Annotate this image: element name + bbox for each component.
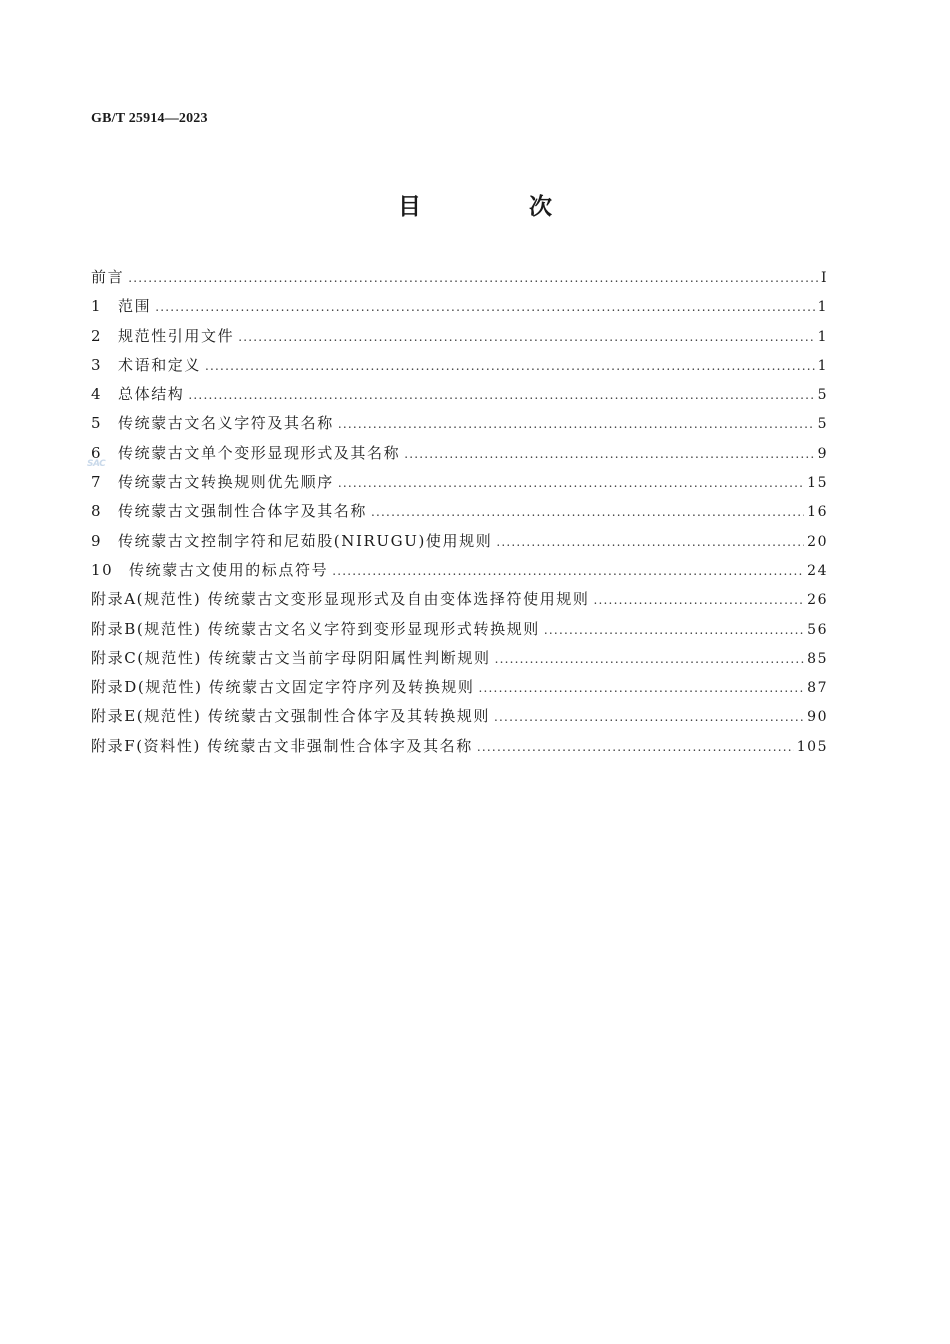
toc-entry-4[interactable]	[91, 383, 828, 412]
toc-entry-annex-b[interactable]	[91, 618, 828, 647]
toc-entry-annex-f[interactable]	[91, 735, 828, 764]
toc-entry-label: 术语和定义	[118, 355, 202, 374]
toc-page-number: 1	[817, 299, 828, 316]
toc-entry-label: 前言	[91, 268, 125, 286]
toc-leader-dots	[188, 388, 814, 402]
toc-page-number: 56	[807, 621, 828, 638]
toc-page-number: 9	[817, 445, 828, 462]
toc-entry-label: 范围	[118, 297, 152, 316]
toc-entry-8[interactable]	[91, 500, 828, 529]
toc-entry-label: 传统蒙古文名义字符及其名称	[118, 414, 334, 433]
toc-entry-annex-e[interactable]	[91, 705, 828, 734]
toc-entry-label: 传统蒙古文强制性合体字及其名称	[118, 502, 368, 521]
toc-leader-dots	[404, 447, 814, 461]
toc-entry-label: 总体结构	[118, 385, 185, 404]
toc-entry-number: 7	[91, 473, 103, 492]
toc-entry-number: 9	[91, 531, 103, 550]
toc-entry-3[interactable]	[91, 354, 828, 383]
page-title: 目 次	[397, 194, 602, 220]
toc-entry-number: 10	[91, 560, 114, 579]
toc-entry-label: 附录A(规范性) 传统蒙古文变形显现形式及自由变体选择符使用规则	[91, 590, 590, 609]
toc-entry-7[interactable]	[91, 471, 828, 500]
toc-entry-number: 8	[91, 502, 103, 521]
toc-entry-label: 传统蒙古文使用的标点符号	[129, 560, 329, 579]
toc-leader-dots	[594, 593, 805, 607]
toc-page-number: 90	[807, 709, 828, 726]
toc-entry-foreword[interactable]	[91, 266, 828, 295]
toc-page-number: 105	[796, 738, 828, 755]
toc-leader-dots	[205, 359, 815, 373]
toc-leader-dots	[479, 681, 805, 695]
toc-entry-annex-c[interactable]	[91, 647, 828, 676]
toc-page-number: 1	[817, 357, 828, 374]
toc-leader-dots	[128, 271, 818, 285]
toc-page-number: 24	[807, 562, 828, 579]
toc-leader-dots	[544, 623, 804, 637]
toc-entry-number: 4	[91, 385, 103, 404]
toc-entry-label: 附录D(规范性) 传统蒙古文固定字符序列及转换规则	[91, 678, 475, 697]
toc-leader-dots	[238, 330, 814, 344]
toc-entry-label: 附录C(规范性) 传统蒙古文当前字母阴阳属性判断规则	[91, 648, 491, 667]
toc-leader-dots	[371, 505, 804, 519]
toc-entry-number: 1	[91, 297, 103, 316]
toc-leader-dots	[338, 476, 804, 490]
toc-page-number: 87	[807, 680, 828, 697]
toc-leader-dots	[496, 535, 804, 549]
toc-entry-5[interactable]	[91, 412, 828, 441]
toc-entry-1[interactable]	[91, 295, 828, 324]
toc-entry-9[interactable]	[91, 530, 828, 559]
toc-leader-dots	[155, 300, 814, 314]
toc-entry-6[interactable]	[91, 442, 828, 471]
toc-entry-number: 5	[91, 414, 103, 433]
toc-entry-10[interactable]	[91, 559, 828, 588]
toc-page-number: 15	[807, 475, 828, 492]
toc-page-number: 16	[807, 504, 828, 521]
toc-page-number: 26	[807, 592, 828, 609]
toc-page-number: 85	[807, 650, 828, 667]
toc-entry-label: 附录F(资料性) 传统蒙古文非强制性合体字及其名称	[91, 736, 473, 755]
toc-entry-label: 传统蒙古文转换规则优先顺序	[118, 473, 334, 492]
toc-leader-dots	[477, 740, 794, 754]
toc-entry-label: 传统蒙古文控制字符和尼茹股(NIRUGU)使用规则	[118, 531, 493, 550]
toc-leader-dots	[494, 710, 804, 724]
toc-entry-label: 规范性引用文件	[118, 326, 235, 345]
toc-leader-dots	[495, 652, 805, 666]
toc-page-number: 5	[817, 416, 828, 433]
document-code: GB/T 25914—2023	[91, 111, 208, 126]
toc-page-number: I	[820, 270, 828, 286]
toc-page-number: 20	[807, 533, 828, 550]
toc-leader-dots	[332, 564, 804, 578]
toc-page-number: 1	[817, 328, 828, 345]
sac-watermark: SAC	[87, 459, 106, 469]
toc-entry-number: 3	[91, 355, 103, 374]
toc-entry-label: 传统蒙古文单个变形显现形式及其名称	[118, 443, 401, 462]
toc-entry-annex-a[interactable]	[91, 588, 828, 617]
toc-entry-2[interactable]	[91, 325, 828, 354]
toc-leader-dots	[338, 417, 815, 431]
toc-entry-label: 附录B(规范性) 传统蒙古文名义字符到变形显现形式转换规则	[91, 619, 540, 638]
toc-entry-label: 附录E(规范性) 传统蒙古文强制性合体字及其转换规则	[91, 707, 491, 726]
toc-entry-annex-d[interactable]	[91, 676, 828, 705]
toc-page-number: 5	[817, 387, 828, 404]
toc-entry-number: 6	[91, 443, 103, 462]
toc-entry-number: 2	[91, 326, 103, 345]
table-of-contents	[91, 266, 828, 764]
